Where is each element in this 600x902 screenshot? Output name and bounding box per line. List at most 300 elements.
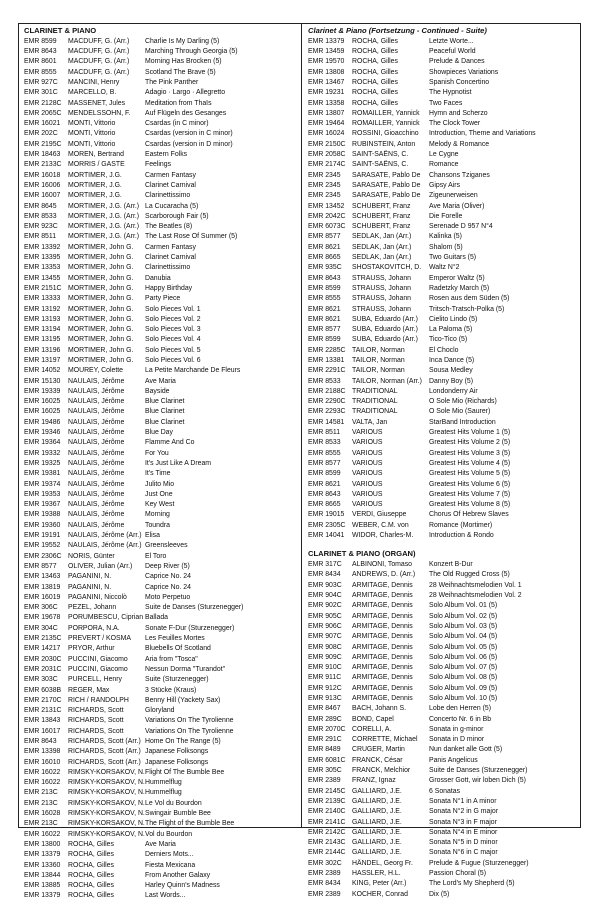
composer: MORTIMER, J.G. (Arr.) [68, 233, 140, 241]
title: Flight Of The Bumble Bee [145, 768, 225, 776]
item-number: EMR 13808 [308, 68, 345, 76]
composer: MORTIMER, John G. [68, 336, 134, 344]
item-number: EMR 8434 [308, 880, 341, 888]
catalog-entry [22, 871, 297, 881]
title: The Hypnotist [429, 89, 472, 97]
item-number: EMR 13819 [24, 583, 61, 591]
item-number: EMR 13197 [24, 357, 61, 364]
item-number: EMR 2065C [24, 109, 62, 117]
left-listing [22, 37, 297, 902]
catalog-entry [306, 684, 581, 694]
catalog-entry [306, 581, 581, 591]
catalog-entry [22, 346, 297, 356]
composer: MACDUFF, G. (Arr.) [68, 68, 130, 76]
title: Harley Quinn's Madness [145, 882, 220, 890]
item-number: EMR 903C [308, 581, 342, 589]
catalog-entry [22, 686, 297, 696]
composer: RICHARDS, Scott [68, 717, 124, 725]
title: Charlie Is My Darling (5) [145, 37, 220, 45]
composer: SARASATE, Pablo De [352, 181, 421, 189]
item-number: EMR 19325 [24, 459, 61, 467]
catalog-entry [306, 366, 581, 376]
catalog-entry [306, 315, 581, 325]
composer: NAULAIS, Jérôme [68, 387, 125, 395]
item-number: EMR 13463 [24, 573, 61, 581]
item-number: EMR 2174C [308, 161, 346, 169]
title: Solo Album Vol. 06 (5) [429, 653, 498, 661]
item-number: EMR 911C [308, 674, 342, 682]
title: Sonata N°6 in C major [429, 849, 498, 857]
composer: MASSENET, Jules [68, 99, 126, 107]
composer: NAULAIS, Jérôme [68, 398, 125, 406]
item-number: EMR 2031C [24, 665, 62, 673]
composer: MOREN, Bertrand [68, 151, 124, 159]
catalog-entry [306, 828, 581, 838]
catalog-entry [22, 109, 297, 119]
composer: NAULAIS, Jérôme [68, 377, 125, 385]
item-number: EMR 16024 [308, 130, 345, 138]
title: Toundra [145, 521, 170, 529]
catalog-entry [306, 171, 581, 181]
title: Tritsch-Tratsch-Polka (5) [429, 305, 505, 313]
composer: ROCHA, Gilles [352, 37, 398, 45]
item-number: EMR 16018 [24, 171, 61, 179]
item-number: EMR 2170C [24, 696, 62, 704]
title: Solo Album Vol. 02 (5) [429, 612, 498, 620]
catalog-entry [306, 787, 581, 797]
title: Greensleeves [145, 542, 188, 550]
item-number: EMR 2306C [24, 552, 62, 560]
composer: MORTIMER, John G. [68, 326, 134, 334]
title: Happy Birthday [145, 284, 193, 292]
catalog-entry [22, 119, 297, 129]
title: El Toro [145, 552, 167, 560]
composer: STRAUSS, Johann [352, 305, 411, 313]
right-listing [306, 37, 581, 542]
composer: NAULAIS, Jérôme [68, 459, 125, 467]
title: Blue Day [145, 429, 173, 437]
catalog-entry [306, 663, 581, 673]
item-number: EMR 14217 [24, 645, 61, 653]
catalog-entry [22, 99, 297, 109]
item-number: EMR 2293C [308, 408, 346, 416]
catalog-entry [22, 655, 297, 665]
catalog-entry [306, 428, 581, 438]
title: Carmen Fantasy [145, 243, 196, 251]
composer: RIMSKY-KORSAKOV, N. [68, 820, 145, 828]
catalog-entry [22, 191, 297, 201]
title: Shalom (5) [429, 243, 463, 251]
title: Le Vol du Bourdon [145, 799, 202, 807]
title: Blue Clarinet [145, 418, 185, 426]
composer: MORTIMER, J.G. [68, 181, 122, 189]
composer: CORRETTE, Michael [352, 736, 418, 744]
composer: VARIOUS [352, 429, 383, 437]
item-number: EMR 13196 [24, 346, 61, 354]
item-number: EMR 13333 [24, 295, 61, 303]
item-number: EMR 6073C [308, 223, 346, 231]
item-number: EMR 909C [308, 653, 342, 661]
composer: SEDLAK, Jan (Arr.) [352, 243, 412, 251]
title: Passion Choral (5) [429, 870, 487, 878]
composer: PAGANINI, Niccolò [68, 593, 127, 601]
catalog-entry [306, 88, 581, 98]
title: Cielito Lindo (5) [429, 315, 478, 323]
title: Solo Pieces Vol. 5 [145, 346, 201, 354]
title: La Paloma (5) [429, 326, 473, 334]
catalog-entry [22, 552, 297, 562]
catalog-entry [22, 366, 297, 376]
item-number: EMR 16019 [24, 593, 61, 601]
composer: PUCCINI, Giacomo [68, 665, 128, 673]
composer: ROCHA, Gilles [352, 68, 398, 76]
item-number: EMR 15130 [24, 377, 61, 385]
catalog-entry [306, 243, 581, 253]
item-number: EMR 13360 [24, 861, 61, 869]
title: Solo Album Vol. 05 (5) [429, 643, 498, 651]
item-number: EMR 2139C [308, 797, 346, 805]
composer: NAULAIS, Jérôme (Arr.) [68, 542, 142, 550]
title: The Old Rugged Cross (5) [429, 571, 510, 579]
catalog-entry [306, 531, 581, 541]
item-number: EMR 907C [308, 633, 342, 641]
composer: NAULAIS, Jérôme [68, 501, 125, 509]
title: Grosser Gott, wir loben Dich (5) [429, 777, 526, 785]
item-number: EMR 19552 [24, 542, 61, 550]
item-number: EMR 13843 [24, 717, 61, 725]
item-number: EMR 289C [308, 715, 342, 723]
title: Csardas (version in C minor) [145, 130, 233, 138]
title: Csardas (version in D minor) [145, 140, 233, 148]
catalog-entry [22, 335, 297, 345]
title: Ballada [145, 614, 168, 622]
title: Sousa Medley [429, 367, 473, 375]
item-number: EMR 13459 [308, 48, 345, 56]
title: Sonata N°3 in F major [429, 818, 497, 826]
title: Feelings [145, 161, 172, 169]
composer: VARIOUS [352, 501, 383, 509]
catalog-entry [22, 490, 297, 500]
catalog-entry [306, 181, 581, 191]
title: Hummelflug [145, 789, 182, 797]
item-number: EMR 16025 [24, 408, 61, 416]
composer: CORELLI, A. [352, 725, 392, 733]
composer: HÄNDEL, Georg Fr. [352, 859, 413, 867]
catalog-entry [306, 449, 581, 459]
column-divider [301, 24, 302, 827]
composer: RIMSKY-KORSAKOV, N. [68, 830, 145, 838]
catalog-entry [306, 459, 581, 469]
title: Hymn and Scherzo [429, 109, 488, 117]
composer: SHOSTAKOVITCH, D. [352, 264, 422, 272]
title: Flamme And Co [145, 439, 195, 447]
item-number: EMR 13398 [24, 748, 61, 756]
composer: NAULAIS, Jérôme [68, 511, 125, 519]
item-number: EMR 8599 [308, 284, 341, 292]
title: Dix (5) [429, 890, 450, 898]
catalog-entry [306, 745, 581, 755]
composer: RICHARDS, Scott (Arr.) [68, 758, 141, 766]
catalog-entry [306, 78, 581, 88]
composer: NAULAIS, Jérôme [68, 480, 125, 488]
title: Carmen Fantasy [145, 171, 196, 179]
item-number: EMR 202C [24, 130, 58, 138]
catalog-entry [22, 459, 297, 469]
composer: VERDI, Giuseppe [352, 511, 407, 519]
composer: MOUREY, Colette [68, 367, 124, 375]
catalog-entry [22, 57, 297, 67]
composer: ARMITAGE, Dennis [352, 664, 413, 672]
catalog-entry [306, 612, 581, 622]
item-number: EMR 908C [308, 643, 342, 651]
item-number: EMR 6081C [308, 756, 346, 764]
item-number: EMR 2030C [24, 655, 62, 663]
item-number: EMR 317C [308, 561, 342, 569]
title: Sonata in g-minor [429, 725, 484, 733]
catalog-entry [22, 171, 297, 181]
catalog-entry [22, 881, 297, 891]
title: Swingair Bumble Bee [145, 810, 211, 818]
catalog-entry [22, 212, 297, 222]
catalog-entry [306, 119, 581, 129]
title: Moto Perpetuo [145, 593, 191, 601]
catalog-entry [22, 129, 297, 139]
title: Chorus Of Hebrew Slaves [429, 511, 509, 519]
item-number: EMR 19360 [24, 521, 61, 529]
item-number: EMR 8577 [308, 233, 341, 241]
catalog-entry [306, 848, 581, 858]
catalog-entry [306, 859, 581, 869]
composer: BACH, Johann S. [352, 705, 407, 713]
item-number: EMR 8643 [24, 737, 57, 745]
catalog-entry [22, 202, 297, 212]
composer: ARMITAGE, Dennis [352, 622, 413, 630]
title: 6 Sonatas [429, 787, 461, 795]
title: Two Faces [429, 99, 463, 107]
catalog-entry [306, 140, 581, 150]
catalog-entry [22, 325, 297, 335]
title: Clarinet Carnival [145, 181, 196, 189]
title: Eastern Folks [145, 151, 188, 159]
catalog-entry [22, 78, 297, 88]
right-column [306, 26, 581, 900]
catalog-entry [306, 274, 581, 284]
catalog-entry [306, 222, 581, 232]
title: Solo Pieces Vol. 3 [145, 326, 201, 334]
item-number: EMR 8533 [308, 377, 341, 385]
catalog-entry [306, 521, 581, 531]
title: Danny Boy (5) [429, 377, 474, 385]
item-number: EMR 19346 [24, 429, 61, 437]
catalog-entry [306, 263, 581, 273]
title: Julito Mio [145, 480, 175, 488]
composer: GALLIARD, J.E. [352, 808, 402, 816]
composer: ARMITAGE, Dennis [352, 643, 413, 651]
item-number: EMR 19678 [24, 614, 61, 622]
title: Greatest Hits Volume 7 (5) [429, 490, 511, 498]
title: Home On The Range (5) [145, 737, 221, 745]
catalog-entry [306, 797, 581, 807]
item-number: EMR 2150C [308, 140, 346, 148]
item-number: EMR 2144C [308, 849, 346, 857]
title: Les Feuilles Mortes [145, 635, 205, 643]
title: The Last Rose Of Summer (5) [145, 233, 238, 241]
item-number: EMR 19381 [24, 470, 61, 478]
title: Romance [429, 161, 459, 169]
catalog-entry [306, 869, 581, 879]
composer: OLIVER, Julian (Arr.) [68, 562, 133, 570]
catalog-entry [306, 601, 581, 611]
title: Radetzky March (5) [429, 284, 490, 292]
title: Lobe den Herren (5) [429, 705, 492, 713]
title: Scotland The Brave (5) [145, 68, 216, 76]
item-number: EMR 2142C [308, 828, 346, 836]
catalog-entry [22, 150, 297, 160]
catalog-entry [306, 818, 581, 828]
item-number: EMR 8643 [24, 48, 57, 56]
item-number: EMR 2345 [308, 181, 341, 189]
composer: PAGANINI, N. [68, 583, 112, 591]
item-number: EMR 8621 [308, 480, 341, 488]
composer: SARASATE, Pablo De [352, 192, 421, 200]
item-number: EMR 8577 [308, 459, 341, 467]
item-number: EMR 13379 [308, 37, 345, 45]
item-number: EMR 913C [308, 695, 342, 702]
catalog-entry [22, 274, 297, 284]
composer: ARMITAGE, Dennis [352, 684, 413, 692]
item-number: EMR 8555 [308, 295, 341, 303]
title: Meditation from Thaïs [145, 99, 212, 107]
composer: NAULAIS, Jérôme (Arr.) [68, 532, 142, 540]
composer: MONTI, Vittorio [68, 140, 116, 148]
catalog-entry [22, 449, 297, 459]
title: Londonderry Air [429, 387, 478, 395]
composer: MORTIMER, John G. [68, 295, 134, 303]
composer: VARIOUS [352, 449, 383, 457]
composer: MONTI, Vittorio [68, 120, 116, 128]
title: Inca Dance (5) [429, 357, 475, 364]
catalog-entry [22, 665, 297, 675]
catalog-entry [306, 438, 581, 448]
item-number: EMR 16025 [24, 398, 61, 406]
catalog-entry [306, 47, 581, 57]
item-number: EMR 2143C [308, 839, 346, 847]
item-number: EMR 13844 [24, 871, 61, 879]
catalog-entry [306, 469, 581, 479]
composer: RIMSKY-KORSAKOV, N. [68, 779, 145, 787]
title: Nun danket alle Gott (5) [429, 746, 503, 754]
item-number: EMR 16028 [24, 810, 61, 818]
composer: VARIOUS [352, 459, 383, 467]
catalog-entry [22, 583, 297, 593]
item-number: EMR 14052 [24, 367, 61, 375]
composer: VARIOUS [352, 439, 383, 447]
composer: MORTIMER, John G. [68, 284, 134, 292]
composer: MANCINI, Henry [68, 78, 120, 86]
section-heading-continued: Clarinet & Piano (Fortsetzung - Continued - Suite) [308, 26, 487, 35]
catalog-entry [22, 47, 297, 57]
item-number: EMR 13807 [308, 109, 345, 117]
title: Party Piece [145, 295, 181, 303]
composer: ROCHA, Gilles [68, 861, 114, 869]
item-number: EMR 8599 [308, 470, 341, 478]
composer: ROMAILLER, Yannick [352, 109, 420, 117]
catalog-entry [306, 725, 581, 735]
composer: BOND, Capel [352, 715, 394, 723]
title: The Clock Tower [429, 120, 481, 128]
composer: MONTI, Vittorio [68, 130, 116, 138]
item-number: EMR 305C [308, 767, 342, 775]
title: Emperor Waltz (5) [429, 274, 485, 282]
catalog-entry [306, 150, 581, 160]
catalog-entry [306, 305, 581, 315]
catalog-entry [306, 284, 581, 294]
section-heading-clarinet-organ: CLARINET & PIANO (ORGAN) [308, 549, 416, 559]
title: Rosen aus dem Süden (5) [429, 295, 510, 303]
title: Kalinka (5) [429, 233, 462, 241]
composer: TAILOR, Norman [352, 367, 405, 375]
composer: MORTIMER, J.G. (Arr.) [68, 223, 140, 231]
item-number: EMR 19339 [24, 387, 61, 395]
item-number: EMR 8621 [308, 315, 341, 323]
composer: PUCCINI, Giacomo [68, 655, 128, 663]
item-number: EMR 19367 [24, 501, 61, 509]
catalog-entry [306, 232, 581, 242]
item-number: EMR 2389 [308, 777, 341, 785]
catalog-entry [22, 469, 297, 479]
title: Hummelflug [145, 779, 182, 787]
title: Ave Maria (Oliver) [429, 202, 485, 210]
title: Japanese Folksongs [145, 748, 209, 756]
title: Morning [145, 511, 170, 519]
title: The Pink Panther [145, 78, 199, 86]
title: Marching Through Georgia (5) [145, 48, 238, 56]
title: Bayside [145, 387, 170, 395]
catalog-entry [306, 325, 581, 335]
composer: PORUMBESCU, Ciprian [68, 614, 144, 622]
composer: FRANZ, Ignaz [352, 777, 396, 785]
composer: VARIOUS [352, 480, 383, 488]
item-number: EMR 902C [308, 602, 342, 610]
title: Solo Album Vol. 07 (5) [429, 664, 498, 672]
catalog-entry [306, 387, 581, 397]
item-number: EMR 13800 [24, 840, 61, 848]
item-number: EMR 13379 [24, 851, 61, 859]
composer: SUBA, Eduardo (Arr.) [352, 326, 418, 334]
catalog-entry [22, 613, 297, 623]
title: Tico-Tico (5) [429, 336, 468, 344]
title: Ave Maria [145, 840, 176, 848]
item-number: EMR 8511 [24, 233, 57, 241]
composer: ROCHA, Gilles [68, 840, 114, 848]
item-number: EMR 19231 [308, 89, 345, 97]
item-number: EMR 13194 [24, 326, 61, 334]
item-number: EMR 8621 [308, 243, 341, 251]
catalog-entry [306, 294, 581, 304]
catalog-entry [22, 758, 297, 768]
catalog-entry [306, 68, 581, 78]
title: Auf Flügeln des Gesanges [145, 109, 227, 117]
composer: TAILOR, Norman (Arr.) [352, 377, 422, 385]
item-number: EMR 2291C [308, 367, 346, 375]
composer: ARMITAGE, Dennis [352, 674, 413, 682]
catalog-entry [306, 335, 581, 345]
catalog-entry [22, 315, 297, 325]
item-number: EMR 8434 [308, 571, 341, 579]
catalog-page [18, 23, 581, 900]
title: Chansons Tziganes [429, 171, 490, 179]
composer: STRAUSS, Johann [352, 284, 411, 292]
